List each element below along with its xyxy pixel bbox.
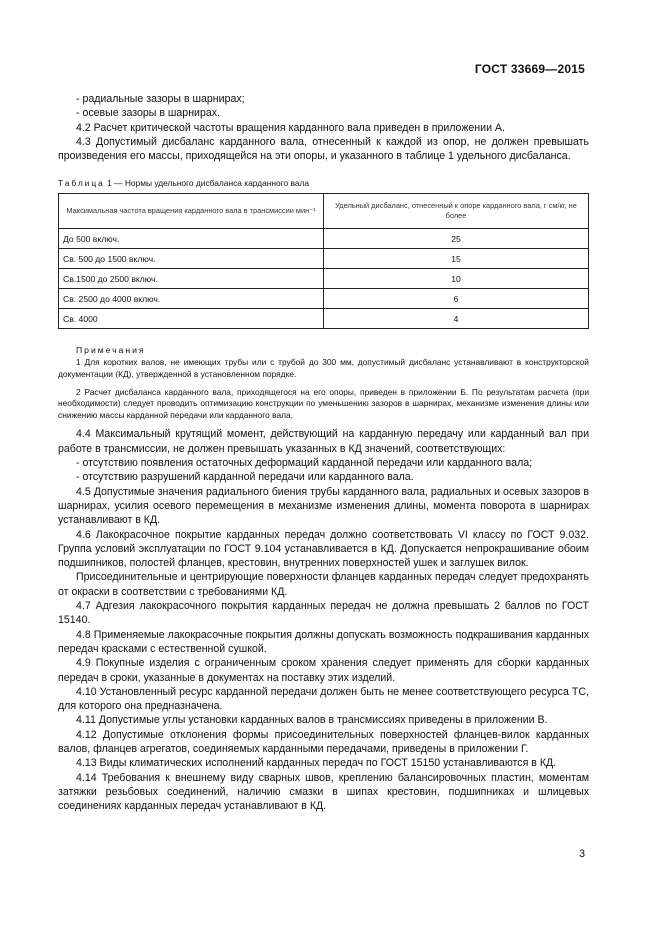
list-item: - осевые зазоры в шарнирах. bbox=[76, 107, 220, 120]
paragraph-4-2: 4.2 Расчет критической частоты вращения карданного вала приведен в приложении А. bbox=[76, 121, 505, 134]
table-cell-value: 4 bbox=[324, 309, 589, 329]
notes-section bbox=[58, 345, 589, 421]
paragraph-4-4: 4.4 Максимальный крутящий момент, действующий на карданную передачу или карданный вал при работе в трансмиссии, не должен превышать указанных в КД значений, соответствующих: bbox=[58, 428, 589, 455]
table-cell-range: Св.1500 до 2500 включ. bbox=[59, 269, 324, 289]
list-item: - радиальные зазоры в шарнирах; bbox=[76, 93, 245, 105]
column-header-dissbalance: Удельный дисбаланс, отнесенный к опоре карданного вала, г см/кг, не более bbox=[324, 194, 589, 229]
table-cell-range: Св. 500 до 1500 включ. bbox=[59, 249, 324, 269]
table-caption bbox=[58, 178, 589, 188]
document-header: ГОСТ 33669—2015 bbox=[474, 62, 585, 76]
table-cell-value: 15 bbox=[324, 249, 589, 269]
paragraph-4-9: 4.9 Покупные изделия с ограниченным сроком хранения следует применять для сборки карданных передач в сроки, указанные в документах на поставку этих изделий. bbox=[58, 657, 589, 684]
paragraph-4-6-continued: Присоединительные и центрирующие поверхности фланцев карданных передач следует предохранять от окраски в соответствии с требованиями КД. bbox=[58, 571, 589, 598]
paragraph-4-8: 4.8 Применяемые лакокрасочные покрытия должны допускать возможность подкрашивания карданных передач красками с естественной сушкой. bbox=[58, 628, 589, 655]
list-item: - отсутствию разрушений карданной передачи или карданного вала. bbox=[76, 471, 414, 484]
table-row bbox=[59, 249, 589, 269]
document-body bbox=[58, 92, 589, 813]
column-header-frequency: Максимальная частота вращения карданного вала в трансмиссии мин⁻¹ bbox=[59, 194, 324, 229]
table-caption-text: 1 — Нормы удельного дисбаланса карданного вала bbox=[104, 178, 310, 189]
paragraph-4-11: 4.11 Допустимые углы установки карданных валов в трансмиссиях приведены в приложении В. bbox=[76, 714, 548, 727]
table-cell-range: До 500 включ. bbox=[59, 229, 324, 249]
paragraph-4-3: 4.3 Допустимый дисбаланс карданного вала, отнесенный к каждой из опор, не должен превышать произведения его массы, приходящейся на эти опоры, и указанного в таблице 1 удельного дисбаланса. bbox=[58, 135, 589, 163]
note-2: 2 Расчет дисбаланса карданного вала, приходящегося на его опоры, приведен в приложении Б. По результатам расчета (при необходимости) следует проводить оптимизацию конструкции по уменьшению зазоров в шарнирах, механизме изменения длины или снижению массы карданной передачи или карданного вала. bbox=[58, 386, 589, 420]
list-item: - отсутствию появления остаточных деформаций карданной передачи или карданного вала; bbox=[76, 457, 533, 470]
table-cell-range: Св. 4000 bbox=[59, 309, 324, 329]
table-row bbox=[59, 309, 589, 329]
table-row bbox=[59, 289, 589, 309]
paragraph-4-12: 4.12 Допустимые отклонения формы присоединительных поверхностей фланцев-вилок карданных валов, фланцев агрегатов, соединяемых карданными передачами, приведены в приложении Г. bbox=[58, 728, 589, 755]
paragraph-4-7: 4.7 Адгезия лакокрасочного покрытия карданных передач не должна превышать 2 баллов по ГОСТ 15140. bbox=[58, 600, 589, 627]
paragraph-4-5: 4.5 Допустимые значения радиального биения трубы карданного вала, радиальных и осевых зазоров в шарнирах, усилия осевого перемещения в механизме изменения длины, момента поворота в шарнирах устанавливают в КД. bbox=[58, 485, 589, 527]
paragraph-4-10: 4.10 Установленный ресурс карданной передачи должен быть не менее соответствующего ресурса ТС, для которого она предназначена. bbox=[58, 685, 589, 713]
table-cell-value: 6 bbox=[324, 289, 589, 309]
table-cell-range: Св. 2500 до 4000 включ. bbox=[59, 289, 324, 309]
table-row bbox=[59, 229, 589, 249]
table-header-row bbox=[59, 194, 589, 229]
table-caption-label: Таблица bbox=[58, 178, 105, 189]
table-cell-value: 25 bbox=[324, 229, 589, 249]
note-1: 1 Для коротких валов, не имеющих трубы или с трубой до 300 мм, допустимый дисбаланс устанавливают в конструкторской документации (КД), утвержденной в установленном порядке. bbox=[58, 357, 589, 380]
section-4-4-to-4-14 bbox=[58, 427, 589, 813]
page-number: 3 bbox=[579, 848, 585, 860]
paragraph-4-14: 4.14 Требования к внешнему виду сварных швов, креплению балансировочных пластин, моментам затяжки резьбовых соединений, наличию смазки в шипах крестовин, подшипниках и шлицевых соединениях карданных передач устанавливают в КД. bbox=[58, 771, 589, 813]
paragraph-4-13: 4.13 Виды климатических исполнений карданных передач по ГОСТ 15150 устанавливаются в КД. bbox=[76, 757, 557, 770]
table-row bbox=[59, 269, 589, 289]
dissbalance-table bbox=[58, 193, 589, 329]
notes-title: Примечания bbox=[76, 345, 146, 356]
table-cell-value: 10 bbox=[324, 269, 589, 289]
paragraph-4-6: 4.6 Лакокрасочное покрытие карданных передач должно соответствовать VI классу по ГОСТ 9.032. Группа условий эксплуатации по ГОСТ 9.104 устанавливается в КД. Допускается непрокрашивание обоим подшипников, полостей фланцев, крестовин, внутренних поверхностей ушек и заглушек вилок. bbox=[58, 528, 589, 570]
